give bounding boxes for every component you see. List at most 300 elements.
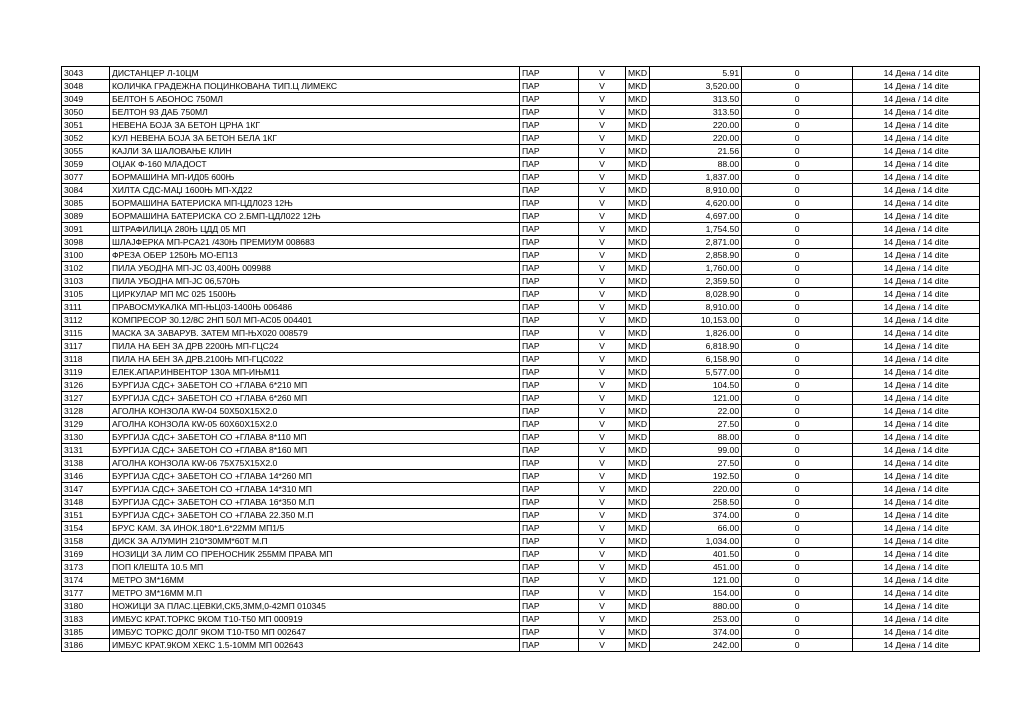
table-row: [62, 353, 980, 366]
item-currency: MKD: [626, 106, 650, 119]
item-unit: ПАР: [520, 301, 579, 314]
item-currency: MKD: [626, 67, 650, 80]
item-vat-flag: V: [579, 80, 626, 93]
table-row: [62, 444, 980, 457]
item-quantity: 0: [742, 106, 853, 119]
item-code: 3117: [62, 340, 110, 353]
table-row: [62, 327, 980, 340]
item-quantity: 0: [742, 119, 853, 132]
item-delivery-time: 14 Дена / 14 dite: [853, 561, 980, 574]
item-code: 3158: [62, 535, 110, 548]
item-unit: ПАР: [520, 561, 579, 574]
table-row: [62, 509, 980, 522]
item-name: НОЖИЦИ ЗА ПЛАС.ЦЕВКИ,СК5,3ММ,0-42МП 010345: [110, 600, 520, 613]
item-quantity: 0: [742, 171, 853, 184]
item-vat-flag: V: [579, 158, 626, 171]
item-name: ФРЕЗА ОБЕР 1250Њ МО-ЕП13: [110, 249, 520, 262]
item-unit: ПАР: [520, 262, 579, 275]
item-delivery-time: 14 Дена / 14 dite: [853, 600, 980, 613]
table-row: [62, 431, 980, 444]
item-price: 2,858.90: [650, 249, 742, 262]
item-price: 401.50: [650, 548, 742, 561]
item-vat-flag: V: [579, 431, 626, 444]
item-unit: ПАР: [520, 405, 579, 418]
item-code: 3103: [62, 275, 110, 288]
item-price: 154.00: [650, 587, 742, 600]
item-name: БУРГИЈА СДС+ ЗАБЕТОН СО +ГЛАВА 16*350 М.П: [110, 496, 520, 509]
item-currency: MKD: [626, 483, 650, 496]
item-name: ДИСК ЗА АЛУМИН 210*30ММ*60Т М.П: [110, 535, 520, 548]
table-row: [62, 496, 980, 509]
item-delivery-time: 14 Дена / 14 dite: [853, 522, 980, 535]
item-code: 3180: [62, 600, 110, 613]
item-unit: ПАР: [520, 392, 579, 405]
item-unit: ПАР: [520, 639, 579, 652]
table-row: [62, 483, 980, 496]
item-currency: MKD: [626, 405, 650, 418]
item-delivery-time: 14 Дена / 14 dite: [853, 626, 980, 639]
item-code: 3077: [62, 171, 110, 184]
item-delivery-time: 14 Дена / 14 dite: [853, 184, 980, 197]
item-unit: ПАР: [520, 626, 579, 639]
item-quantity: 0: [742, 197, 853, 210]
item-vat-flag: V: [579, 613, 626, 626]
table-row: [62, 132, 980, 145]
item-price: 4,697.00: [650, 210, 742, 223]
item-price: 1,837.00: [650, 171, 742, 184]
table-row: [62, 197, 980, 210]
item-unit: ПАР: [520, 223, 579, 236]
item-unit: ПАР: [520, 522, 579, 535]
item-price: 5,577.00: [650, 366, 742, 379]
item-delivery-time: 14 Дена / 14 dite: [853, 340, 980, 353]
item-delivery-time: 14 Дена / 14 dite: [853, 639, 980, 652]
item-price: 220.00: [650, 119, 742, 132]
item-vat-flag: V: [579, 444, 626, 457]
item-unit: ПАР: [520, 197, 579, 210]
item-unit: ПАР: [520, 80, 579, 93]
item-quantity: 0: [742, 301, 853, 314]
item-currency: MKD: [626, 639, 650, 652]
item-vat-flag: V: [579, 301, 626, 314]
item-quantity: 0: [742, 93, 853, 106]
item-code: 3052: [62, 132, 110, 145]
item-quantity: 0: [742, 275, 853, 288]
item-delivery-time: 14 Дена / 14 dite: [853, 236, 980, 249]
item-quantity: 0: [742, 392, 853, 405]
item-quantity: 0: [742, 145, 853, 158]
item-vat-flag: V: [579, 236, 626, 249]
item-currency: MKD: [626, 353, 650, 366]
item-price: 242.00: [650, 639, 742, 652]
item-vat-flag: V: [579, 600, 626, 613]
table-row: [62, 535, 980, 548]
item-price: 451.00: [650, 561, 742, 574]
item-price: 99.00: [650, 444, 742, 457]
item-quantity: 0: [742, 80, 853, 93]
item-name: ОЏАК Ф-160 МЛАДОСТ: [110, 158, 520, 171]
item-price: 4,620.00: [650, 197, 742, 210]
item-code: 3126: [62, 379, 110, 392]
item-name: АГОЛНА КОНЗОЛА КW-06 75Х75Х15Х2.0: [110, 457, 520, 470]
item-vat-flag: V: [579, 106, 626, 119]
table-row: [62, 613, 980, 626]
item-name: ПИЛА УБОДНА МП-ЈС 03,400Њ 009988: [110, 262, 520, 275]
item-code: 3051: [62, 119, 110, 132]
item-unit: ПАР: [520, 171, 579, 184]
item-vat-flag: V: [579, 405, 626, 418]
table-row: [62, 171, 980, 184]
table-row: [62, 145, 980, 158]
item-vat-flag: V: [579, 93, 626, 106]
item-name: ПОП КЛЕШТА 10.5 МП: [110, 561, 520, 574]
item-name: ИМБУС ТОРКС ДОЛГ 9КОМ Т10-Т50 МП 002647: [110, 626, 520, 639]
item-quantity: 0: [742, 470, 853, 483]
item-code: 3183: [62, 613, 110, 626]
item-code: 3091: [62, 223, 110, 236]
item-currency: MKD: [626, 522, 650, 535]
item-price: 10,153.00: [650, 314, 742, 327]
item-price: 880.00: [650, 600, 742, 613]
item-delivery-time: 14 Дена / 14 dite: [853, 418, 980, 431]
item-currency: MKD: [626, 301, 650, 314]
item-delivery-time: 14 Дена / 14 dite: [853, 353, 980, 366]
item-currency: MKD: [626, 626, 650, 639]
item-vat-flag: V: [579, 483, 626, 496]
item-unit: ПАР: [520, 158, 579, 171]
table-row: [62, 639, 980, 652]
item-delivery-time: 14 Дена / 14 dite: [853, 587, 980, 600]
item-delivery-time: 14 Дена / 14 dite: [853, 262, 980, 275]
item-currency: MKD: [626, 275, 650, 288]
item-delivery-time: 14 Дена / 14 dite: [853, 483, 980, 496]
item-currency: MKD: [626, 249, 650, 262]
item-unit: ПАР: [520, 535, 579, 548]
item-vat-flag: V: [579, 249, 626, 262]
item-quantity: 0: [742, 236, 853, 249]
item-delivery-time: 14 Дена / 14 dite: [853, 67, 980, 80]
item-currency: MKD: [626, 444, 650, 457]
item-currency: MKD: [626, 548, 650, 561]
item-code: 3089: [62, 210, 110, 223]
item-name: МЕТРО 3М*16ММ: [110, 574, 520, 587]
item-unit: ПАР: [520, 67, 579, 80]
item-unit: ПАР: [520, 613, 579, 626]
item-price: 27.50: [650, 457, 742, 470]
item-unit: ПАР: [520, 587, 579, 600]
item-delivery-time: 14 Дена / 14 dite: [853, 301, 980, 314]
item-code: 3055: [62, 145, 110, 158]
item-vat-flag: V: [579, 275, 626, 288]
item-code: 3112: [62, 314, 110, 327]
item-unit: ПАР: [520, 353, 579, 366]
item-name: ПРАВОСМУКАЛКА МП-ЊЦ03-1400Њ 006486: [110, 301, 520, 314]
item-name: ИМБУС КРАТ.ТОРКС 9КОМ Т10-Т50 МП 000919: [110, 613, 520, 626]
item-unit: ПАР: [520, 483, 579, 496]
item-code: 3050: [62, 106, 110, 119]
item-vat-flag: V: [579, 262, 626, 275]
item-delivery-time: 14 Дена / 14 dite: [853, 496, 980, 509]
item-currency: MKD: [626, 236, 650, 249]
item-price: 1,826.00: [650, 327, 742, 340]
item-currency: MKD: [626, 613, 650, 626]
item-unit: ПАР: [520, 444, 579, 457]
item-delivery-time: 14 Дена / 14 dite: [853, 444, 980, 457]
item-delivery-time: 14 Дена / 14 dite: [853, 470, 980, 483]
item-vat-flag: V: [579, 626, 626, 639]
item-unit: ПАР: [520, 496, 579, 509]
item-name: МАСКА ЗА ЗАВАРУВ. ЗАТЕМ МП-ЊХ020 008579: [110, 327, 520, 340]
item-code: 3105: [62, 288, 110, 301]
item-name: КОМПРЕСОР 30.12/8С 2НП 50Л МП-АС05 004401: [110, 314, 520, 327]
item-delivery-time: 14 Дена / 14 dite: [853, 509, 980, 522]
item-currency: MKD: [626, 80, 650, 93]
item-name: БЕЛТОН 5 АБОНОС 750МЛ: [110, 93, 520, 106]
item-quantity: 0: [742, 132, 853, 145]
item-quantity: 0: [742, 483, 853, 496]
table-row: [62, 288, 980, 301]
table-row: [62, 626, 980, 639]
item-delivery-time: 14 Дена / 14 dite: [853, 366, 980, 379]
item-delivery-time: 14 Дена / 14 dite: [853, 574, 980, 587]
item-vat-flag: V: [579, 132, 626, 145]
table-row: [62, 80, 980, 93]
item-price: 192.50: [650, 470, 742, 483]
table-row: [62, 548, 980, 561]
item-vat-flag: V: [579, 561, 626, 574]
item-vat-flag: V: [579, 210, 626, 223]
item-vat-flag: V: [579, 470, 626, 483]
table-row: [62, 418, 980, 431]
item-name: ЦИРКУЛАР МП МС 025 1500Њ: [110, 288, 520, 301]
item-unit: ПАР: [520, 509, 579, 522]
item-vat-flag: V: [579, 509, 626, 522]
item-quantity: 0: [742, 600, 853, 613]
item-quantity: 0: [742, 522, 853, 535]
table-row: [62, 587, 980, 600]
item-unit: ПАР: [520, 184, 579, 197]
item-name: БУРГИЈА СДС+ ЗАБЕТОН СО +ГЛАВА 8*160 МП: [110, 444, 520, 457]
item-vat-flag: V: [579, 67, 626, 80]
item-price: 253.00: [650, 613, 742, 626]
item-name: БУРГИЈА СДС+ ЗАБЕТОН СО +ГЛАВА 6*210 МП: [110, 379, 520, 392]
item-name: НОЗИЦИ ЗА ЛИМ СО ПРЕНОСНИК 255ММ ПРАВА МП: [110, 548, 520, 561]
item-quantity: 0: [742, 379, 853, 392]
item-quantity: 0: [742, 509, 853, 522]
table-row: [62, 392, 980, 405]
item-price: 6,158.90: [650, 353, 742, 366]
item-price: 2,359.50: [650, 275, 742, 288]
item-name: ШЛАЈФЕРКА МП-РСА21 /430Њ ПРЕМИУМ 008683: [110, 236, 520, 249]
item-name: ПИЛА УБОДНА МП-ЈС 06,570Њ: [110, 275, 520, 288]
item-currency: MKD: [626, 496, 650, 509]
item-name: НЕВЕНА БОЈА ЗА БЕТОН ЦРНА 1КГ: [110, 119, 520, 132]
item-currency: MKD: [626, 223, 650, 236]
item-delivery-time: 14 Дена / 14 dite: [853, 171, 980, 184]
item-code: 3169: [62, 548, 110, 561]
table-row: [62, 405, 980, 418]
item-delivery-time: 14 Дена / 14 dite: [853, 158, 980, 171]
item-name: БУРГИЈА СДС+ ЗАБЕТОН СО +ГЛАВА 6*260 МП: [110, 392, 520, 405]
item-currency: MKD: [626, 509, 650, 522]
item-quantity: 0: [742, 288, 853, 301]
item-code: 3043: [62, 67, 110, 80]
table-row: [62, 522, 980, 535]
item-vat-flag: V: [579, 353, 626, 366]
item-code: 3174: [62, 574, 110, 587]
item-quantity: 0: [742, 613, 853, 626]
item-unit: ПАР: [520, 93, 579, 106]
item-unit: ПАР: [520, 470, 579, 483]
item-vat-flag: V: [579, 314, 626, 327]
table-row: [62, 470, 980, 483]
item-price: 8,910.00: [650, 184, 742, 197]
item-currency: MKD: [626, 470, 650, 483]
item-code: 3131: [62, 444, 110, 457]
item-currency: MKD: [626, 288, 650, 301]
item-vat-flag: V: [579, 119, 626, 132]
item-delivery-time: 14 Дена / 14 dite: [853, 145, 980, 158]
item-unit: ПАР: [520, 119, 579, 132]
item-vat-flag: V: [579, 548, 626, 561]
item-quantity: 0: [742, 639, 853, 652]
item-price: 220.00: [650, 132, 742, 145]
item-currency: MKD: [626, 366, 650, 379]
item-delivery-time: 14 Дена / 14 dite: [853, 405, 980, 418]
item-delivery-time: 14 Дена / 14 dite: [853, 613, 980, 626]
item-quantity: 0: [742, 548, 853, 561]
item-unit: ПАР: [520, 210, 579, 223]
item-price: 66.00: [650, 522, 742, 535]
item-quantity: 0: [742, 405, 853, 418]
item-code: 3177: [62, 587, 110, 600]
item-name: ДИСТАНЦЕР Л-10ЦМ: [110, 67, 520, 80]
item-quantity: 0: [742, 431, 853, 444]
item-name: КУЛ НЕВЕНА БОЈА ЗА БЕТОН БЕЛА 1КГ: [110, 132, 520, 145]
table-row: [62, 223, 980, 236]
item-unit: ПАР: [520, 132, 579, 145]
item-name: БОРМАШИНА БАТЕРИСКА СО 2.БМП-ЦДЛ022 12Њ: [110, 210, 520, 223]
item-code: 3138: [62, 457, 110, 470]
item-price: 374.00: [650, 509, 742, 522]
item-currency: MKD: [626, 600, 650, 613]
item-unit: ПАР: [520, 366, 579, 379]
item-code: 3130: [62, 431, 110, 444]
item-unit: ПАР: [520, 600, 579, 613]
item-vat-flag: V: [579, 340, 626, 353]
table-row: [62, 457, 980, 470]
item-name: БУРГИЈА СДС+ ЗАБЕТОН СО +ГЛАВА 14*260 МП: [110, 470, 520, 483]
item-quantity: 0: [742, 535, 853, 548]
item-currency: MKD: [626, 457, 650, 470]
item-name: ХИЛТА СДС-МАЏ 1600Њ МП-ХД22: [110, 184, 520, 197]
price-list-table: [61, 66, 980, 652]
item-code: 3154: [62, 522, 110, 535]
item-name: БЕЛТОН 93 ДАБ 750МЛ: [110, 106, 520, 119]
item-code: 3119: [62, 366, 110, 379]
item-name: КОЛИЧКА ГРАДЕЖНА ПОЦИНКОВАНА ТИП.Ц ЛИМЕКС: [110, 80, 520, 93]
item-quantity: 0: [742, 314, 853, 327]
item-name: МЕТРО 3М*16ММ М.П: [110, 587, 520, 600]
item-delivery-time: 14 Дена / 14 dite: [853, 93, 980, 106]
table-row: [62, 340, 980, 353]
item-delivery-time: 14 Дена / 14 dite: [853, 249, 980, 262]
item-currency: MKD: [626, 184, 650, 197]
item-vat-flag: V: [579, 171, 626, 184]
item-code: 3129: [62, 418, 110, 431]
item-code: 3118: [62, 353, 110, 366]
item-delivery-time: 14 Дена / 14 dite: [853, 275, 980, 288]
item-name: ПИЛА НА БЕН ЗА ДРВ 2200Њ МП-ГЦС24: [110, 340, 520, 353]
item-delivery-time: 14 Дена / 14 dite: [853, 223, 980, 236]
item-delivery-time: 14 Дена / 14 dite: [853, 197, 980, 210]
item-price: 5.91: [650, 67, 742, 80]
item-quantity: 0: [742, 158, 853, 171]
item-delivery-time: 14 Дена / 14 dite: [853, 548, 980, 561]
item-name: ШТРАФИЛИЦА 280Њ ЦДД 05 МП: [110, 223, 520, 236]
item-currency: MKD: [626, 119, 650, 132]
item-quantity: 0: [742, 587, 853, 600]
item-quantity: 0: [742, 418, 853, 431]
item-vat-flag: V: [579, 418, 626, 431]
item-price: 88.00: [650, 431, 742, 444]
item-code: 3146: [62, 470, 110, 483]
item-currency: MKD: [626, 561, 650, 574]
item-price: 2,871.00: [650, 236, 742, 249]
item-unit: ПАР: [520, 340, 579, 353]
item-price: 88.00: [650, 158, 742, 171]
item-currency: MKD: [626, 574, 650, 587]
item-code: 3085: [62, 197, 110, 210]
item-currency: MKD: [626, 418, 650, 431]
item-delivery-time: 14 Дена / 14 dite: [853, 535, 980, 548]
item-name: ЕЛЕК.АПАР.ИНВЕНТОР 130А МП-ИЊМ11: [110, 366, 520, 379]
item-name: АГОЛНА КОНЗОЛА КW-05 60Х60Х15Х2.0: [110, 418, 520, 431]
table-row: [62, 275, 980, 288]
item-price: 258.50: [650, 496, 742, 509]
item-price: 104.50: [650, 379, 742, 392]
item-code: 3185: [62, 626, 110, 639]
item-code: 3151: [62, 509, 110, 522]
table-row: [62, 210, 980, 223]
item-currency: MKD: [626, 587, 650, 600]
item-currency: MKD: [626, 431, 650, 444]
item-vat-flag: V: [579, 392, 626, 405]
table-row: [62, 236, 980, 249]
item-name: КАЈЛИ ЗА ШАЛОВАЊЕ КЛИН: [110, 145, 520, 158]
item-price: 374.00: [650, 626, 742, 639]
item-unit: ПАР: [520, 249, 579, 262]
item-name: БУРГИЈА СДС+ ЗАБЕТОН СО +ГЛАВА 14*310 МП: [110, 483, 520, 496]
item-code: 3115: [62, 327, 110, 340]
item-price: 21.56: [650, 145, 742, 158]
item-quantity: 0: [742, 223, 853, 236]
item-quantity: 0: [742, 574, 853, 587]
item-quantity: 0: [742, 561, 853, 574]
item-code: 3173: [62, 561, 110, 574]
item-price: 220.00: [650, 483, 742, 496]
price-list-body: [62, 67, 980, 652]
item-code: 3048: [62, 80, 110, 93]
item-name: БУРГИЈА СДС+ ЗАБЕТОН СО +ГЛАВА 22.350 М.П: [110, 509, 520, 522]
item-unit: ПАР: [520, 379, 579, 392]
item-currency: MKD: [626, 197, 650, 210]
table-row: [62, 249, 980, 262]
item-code: 3102: [62, 262, 110, 275]
item-quantity: 0: [742, 249, 853, 262]
item-unit: ПАР: [520, 145, 579, 158]
item-quantity: 0: [742, 262, 853, 275]
